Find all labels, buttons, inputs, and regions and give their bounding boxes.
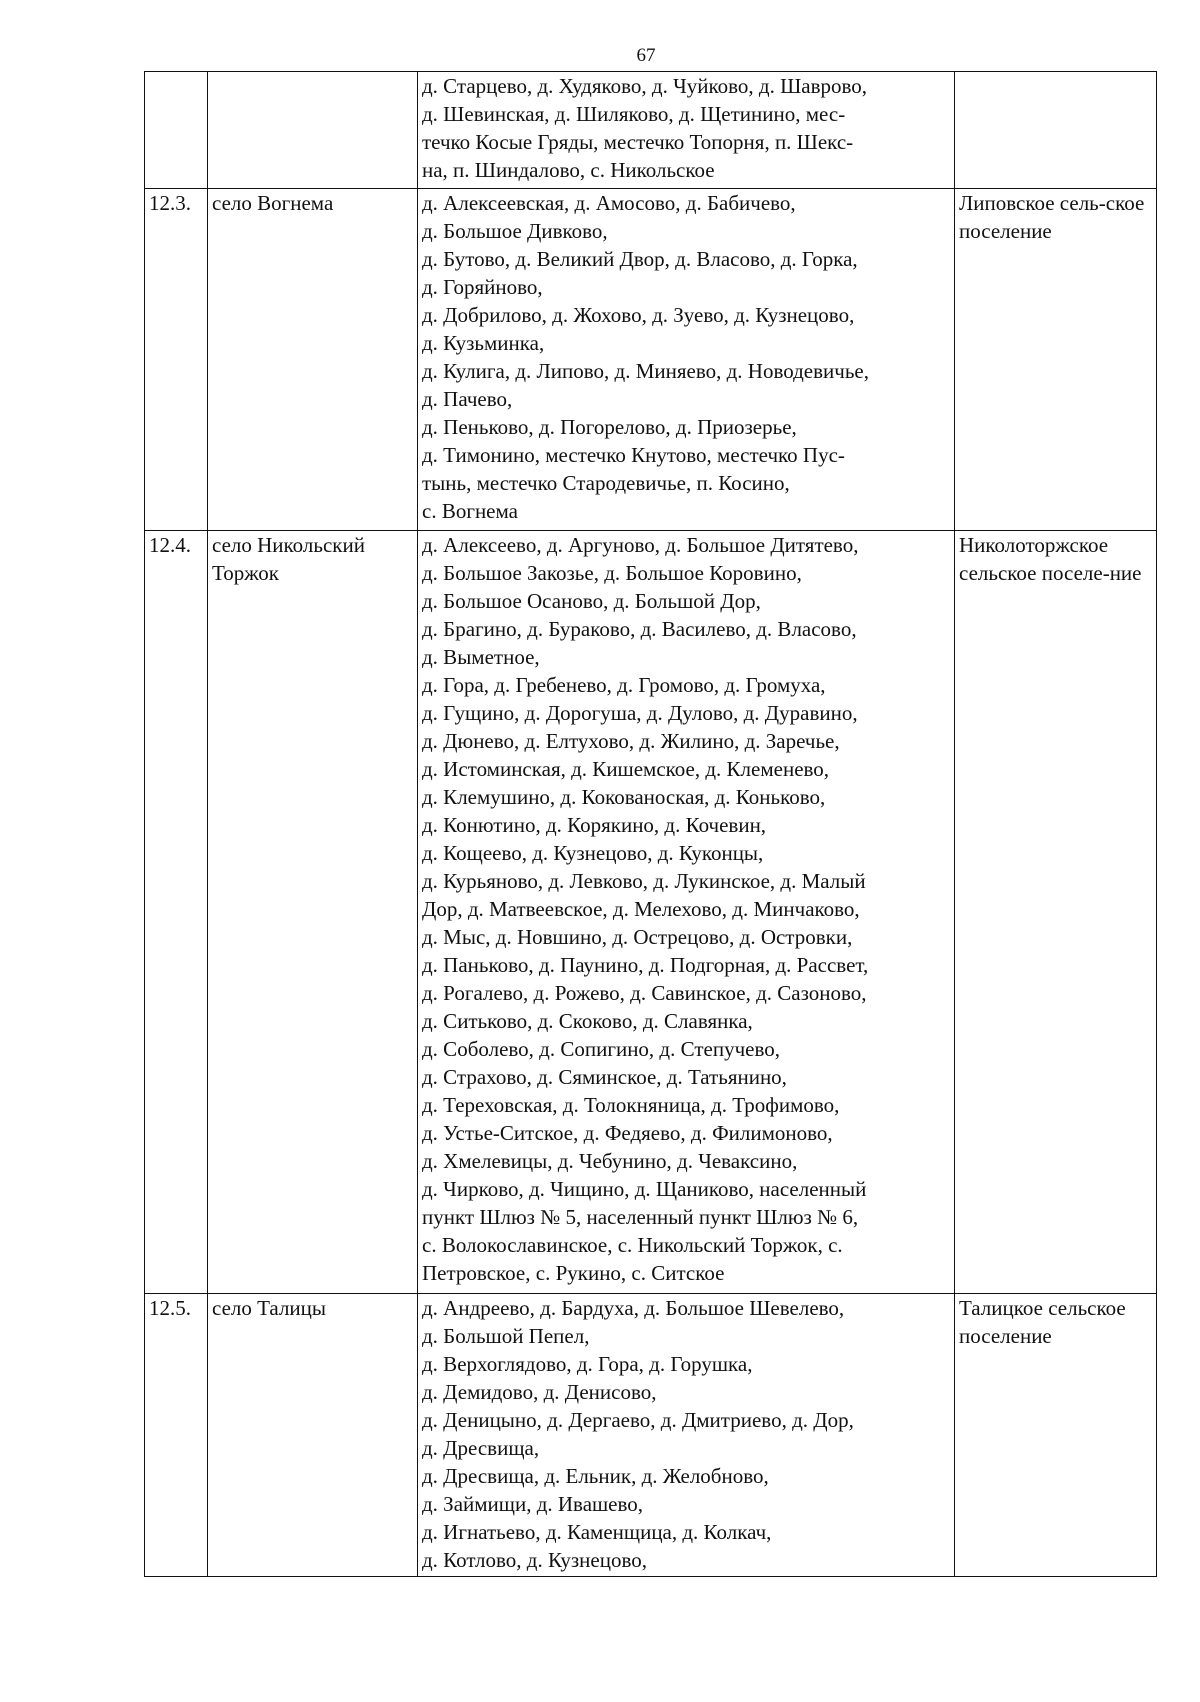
table-row [145, 72, 1157, 189]
place-line: д. Выметное, [422, 645, 540, 669]
page-number: 67 [636, 45, 656, 66]
settlement-cell [955, 1294, 1157, 1577]
center-name: село Никольский Торжок [212, 533, 365, 585]
place-line: на, п. Шиндалово, с. Никольское [422, 158, 715, 182]
place-line: д. Старцево, д. Худяково, д. Чуйково, д. Шаврово, [422, 74, 868, 98]
center-cell [208, 531, 418, 1294]
center-cell [208, 1294, 418, 1577]
places-cell [418, 531, 955, 1294]
center-name: село Талицы [212, 1296, 327, 1320]
places-cell [418, 189, 955, 531]
place-line: тынь, местечко Стародевичье, п. Косино, [422, 471, 790, 495]
settlement-name: Николоторжское сельское поселе-ние [959, 533, 1142, 585]
place-line: д. Гущино, д. Дорогуша, д. Дулово, д. Дуравино, [422, 701, 858, 725]
settlement-name: Талицкое сельское поселение [959, 1296, 1126, 1348]
table-row [145, 531, 1157, 1294]
row-number: 12.4. [149, 533, 191, 557]
table-row [145, 1294, 1157, 1577]
place-line: д. Рогалево, д. Рожево, д. Савинское, д. Сазоново, [422, 981, 867, 1005]
places-cell [418, 72, 955, 189]
place-line: д. Алексеево, д. Аргуново, д. Большое Дитятево, [422, 533, 859, 557]
place-line: д. Страхово, д. Сяминское, д. Татьянино, [422, 1065, 787, 1089]
place-line: д. Кулига, д. Липово, д. Миняево, д. Новодевичье, [422, 359, 869, 383]
place-line: д. Добрилово, д. Жохово, д. Зуево, д. Кузнецово, [422, 303, 855, 327]
place-line: Петровское, с. Рукино, с. Ситское [422, 1261, 725, 1285]
place-line: д. Займищи, д. Ивашево, [422, 1492, 644, 1516]
place-line: д. Дресвища, [422, 1436, 540, 1460]
row-number-cell [145, 531, 208, 1294]
place-line: д. Большое Осаново, д. Большой Дор, [422, 589, 761, 613]
place-line: д. Андреево, д. Бардуха, д. Большое Шевелево, [422, 1296, 845, 1320]
place-line: д. Бутово, д. Великий Двор, д. Власово, д. Горка, [422, 247, 858, 271]
place-line: течко Косые Гряды, местечко Топорня, п. Шекс- [422, 130, 854, 154]
place-line: д. Большое Дивково, [422, 219, 608, 243]
settlements-table [144, 71, 1157, 1577]
place-line: д. Мыс, д. Новшино, д. Острецово, д. Островки, [422, 925, 853, 949]
place-line: д. Верхоглядово, д. Гора, д. Горушка, [422, 1352, 753, 1376]
center-cell [208, 189, 418, 531]
row-number: 12.5. [149, 1296, 191, 1320]
center-cell [208, 72, 418, 189]
table-row [145, 189, 1157, 531]
places-cell [418, 1294, 955, 1577]
place-line: д. Большое Закозье, д. Большое Коровино, [422, 561, 802, 585]
place-line: с. Вогнема [422, 499, 518, 523]
place-line: д. Шевинская, д. Шиляково, д. Щетинино, мес- [422, 102, 846, 126]
place-line: д. Кощеево, д. Кузнецово, д. Куконцы, [422, 841, 764, 865]
settlement-name: Липовское сель-ское поселение [959, 191, 1145, 243]
row-number-cell [145, 72, 208, 189]
place-line: д. Истоминская, д. Кишемское, д. Клеменево, [422, 757, 830, 781]
settlement-cell [955, 531, 1157, 1294]
place-line: пункт Шлюз № 5, населенный пункт Шлюз № 6, [422, 1205, 859, 1229]
place-line: д. Кузьминка, [422, 331, 545, 355]
place-line: д. Горяйново, [422, 275, 543, 299]
place-line: д. Дюнево, д. Елтухово, д. Жилино, д. Заречье, [422, 729, 840, 753]
place-line: д. Клемушино, д. Кокованоская, д. Коньково, [422, 785, 826, 809]
place-line: д. Пеньково, д. Погорелово, д. Приозерье, [422, 415, 797, 439]
place-line: д. Демидово, д. Денисово, [422, 1380, 657, 1404]
place-line: д. Деницыно, д. Дергаево, д. Дмитриево, д. Дор, [422, 1408, 854, 1432]
place-line: Дор, д. Матвеевское, д. Мелехово, д. Минчаково, [422, 897, 860, 921]
place-line: д. Курьяново, д. Левково, д. Лукинское, д. Малый [422, 869, 866, 893]
place-line: д. Котлово, д. Кузнецово, [422, 1548, 648, 1572]
row-number-cell [145, 1294, 208, 1577]
place-line: д. Ситьково, д. Скоково, д. Славянка, [422, 1009, 753, 1033]
place-line: д. Конютино, д. Корякино, д. Кочевин, [422, 813, 767, 837]
place-line: с. Волокославинское, с. Никольский Торжок, с. [422, 1233, 843, 1257]
place-line: д. Брагино, д. Бураково, д. Василево, д. Власово, [422, 617, 857, 641]
place-line: д. Игнатьево, д. Каменщица, д. Колкач, [422, 1520, 772, 1544]
place-line: д. Тереховская, д. Толокняница, д. Трофимово, [422, 1093, 840, 1117]
place-line: д. Чирково, д. Чищино, д. Щаниково, населенный [422, 1177, 867, 1201]
place-line: д. Алексеевская, д. Амосово, д. Бабичево, [422, 191, 796, 215]
place-line: д. Гора, д. Гребенево, д. Громово, д. Громуха, [422, 673, 826, 697]
place-line: д. Соболево, д. Сопигино, д. Степучево, [422, 1037, 780, 1061]
settlement-cell [955, 189, 1157, 531]
settlement-cell [955, 72, 1157, 189]
row-number: 12.3. [149, 191, 191, 215]
place-line: д. Хмелевицы, д. Чебунино, д. Чеваксино, [422, 1149, 798, 1173]
place-line: д. Большой Пепел, [422, 1324, 590, 1348]
place-line: д. Пачево, [422, 387, 513, 411]
center-name: село Вогнема [212, 191, 334, 215]
place-line: д. Тимонино, местечко Кнутово, местечко Пус- [422, 443, 845, 467]
row-number-cell [145, 189, 208, 531]
place-line: д. Устье-Ситское, д. Федяево, д. Филимоново, [422, 1121, 833, 1145]
place-line: д. Дресвища, д. Ельник, д. Желобново, [422, 1464, 769, 1488]
place-line: д. Паньково, д. Паунино, д. Подгорная, д. Рассвет, [422, 953, 869, 977]
